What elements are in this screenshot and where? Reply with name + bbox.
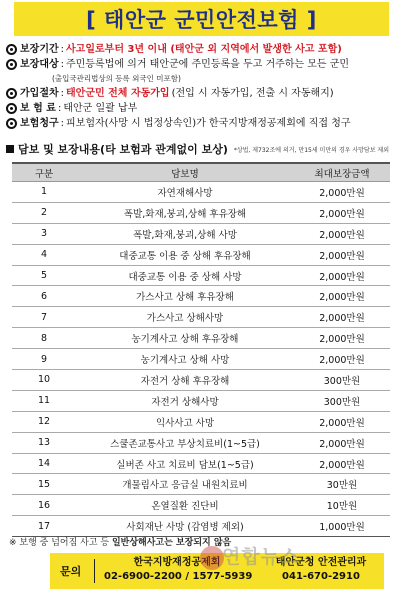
row-number: 4 — [12, 244, 76, 265]
table-row — [12, 349, 390, 370]
info-note: (출입국관리법상의 등록 외국인 미포함) — [52, 74, 181, 83]
info-label: 보장기간 — [20, 44, 59, 55]
table-row — [12, 307, 390, 328]
bullet-icon — [6, 88, 17, 99]
max-amount: 2,000만원 — [294, 411, 390, 432]
watermark: 연합뉴스 — [222, 546, 300, 568]
coverage-table — [12, 162, 390, 537]
max-amount: 2,000만원 — [294, 328, 390, 349]
table-row — [12, 432, 390, 453]
title-banner — [14, 2, 389, 36]
coverage-name: 자전거 상해사망 — [76, 390, 294, 411]
info-value: 태안군 일괄 납부 — [63, 103, 138, 114]
section-header — [6, 141, 400, 157]
info-label: 보 험 료 — [20, 103, 56, 114]
table-row — [12, 411, 390, 432]
row-number: 11 — [12, 390, 76, 411]
coverage-name: 온열질환 진단비 — [76, 495, 294, 516]
footnote-emphasis: 일반상해사고는 보장되지 않음 — [111, 538, 232, 548]
square-bullet-icon — [6, 145, 14, 153]
coverage-name: 자전거 상해 후유장해 — [76, 370, 294, 391]
table-row — [12, 390, 390, 411]
row-number: 5 — [12, 265, 76, 286]
coverage-name: 개물림사고 응급실 내원치료비 — [76, 474, 294, 495]
info-label: 보험청구 — [20, 118, 59, 129]
footnote — [9, 535, 231, 548]
coverage-name: 폭발,화재,붕괴,상해 후유장해 — [76, 202, 294, 223]
max-amount: 2,000만원 — [294, 453, 390, 474]
table-row — [12, 244, 390, 265]
coverage-name: 익사사고 사망 — [76, 411, 294, 432]
max-amount: 10만원 — [294, 495, 390, 516]
table-row — [12, 328, 390, 349]
contact-label: 문의 — [60, 565, 82, 578]
row-number: 3 — [12, 223, 76, 244]
row-number: 10 — [12, 370, 76, 391]
info-section — [6, 43, 398, 132]
max-amount: 2,000만원 — [294, 244, 390, 265]
bullet-icon — [6, 118, 17, 129]
max-amount: 2,000만원 — [294, 202, 390, 223]
coverage-name: 자연재해사망 — [76, 182, 294, 203]
max-amount: 30만원 — [294, 474, 390, 495]
info-row-premium: 보 험 료 : 태안군 일괄 납부 — [6, 102, 398, 117]
max-amount: 300만원 — [294, 370, 390, 391]
info-row-join: 가입절차 : 태안군민 전체 자동가입 (전입 시 자동가입, 전출 시 자동해지) — [6, 87, 398, 102]
page-title: [ 태안군 군민안전보험 ] — [86, 8, 317, 32]
row-number: 8 — [12, 328, 76, 349]
org-name: 한국지방재정공제회 — [133, 557, 221, 568]
max-amount: 2,000만원 — [294, 286, 390, 307]
section-note: *상법, 제732조에 의거, 만15세 미만의 경우 사망담보 제외 — [233, 146, 390, 154]
row-number: 14 — [12, 453, 76, 474]
info-row-claim: 보험청구 : 피보험자(사망 시 법정상속인)가 한국지방재정공제회에 직접 청구 — [6, 117, 398, 132]
info-value: (전입 시 자동가입, 전출 시 자동해지) — [171, 88, 334, 99]
coverage-name: 폭발,화재,붕괴,상해 사망 — [76, 223, 294, 244]
coverage-name: 스쿨존교통사고 부상치료비(1~5급) — [76, 432, 294, 453]
max-amount: 2,000만원 — [294, 432, 390, 453]
coverage-name: 실버존 사고 치료비 담보(1~5급) — [76, 453, 294, 474]
watermark-logo-icon — [200, 546, 224, 570]
info-row-period: 보장기간 : 사고일로부터 3년 이내 (태안군 외 지역에서 발생한 사고 포함) — [6, 43, 398, 58]
bullet-icon — [6, 44, 17, 55]
max-amount: 2,000만원 — [294, 307, 390, 328]
section-title: 담보 및 보장내용(타 보험과 관계없이 보상) — [18, 143, 228, 156]
table-row — [12, 516, 390, 537]
row-number: 17 — [12, 516, 76, 537]
org-name: 태안군청 안전관리과 — [275, 557, 367, 568]
footnote-text: ※ 보행 중 넘어짐 사고 등 — [9, 538, 112, 548]
row-number: 9 — [12, 349, 76, 370]
row-number: 1 — [12, 182, 76, 203]
table-row — [12, 265, 390, 286]
max-amount: 1,000만원 — [294, 516, 390, 537]
row-number: 15 — [12, 474, 76, 495]
table-row — [12, 202, 390, 223]
max-amount: 2,000만원 — [294, 182, 390, 203]
table-row — [12, 370, 390, 391]
info-value-highlight: 태안군민 전체 자동가입 — [66, 88, 170, 99]
table-header-row — [12, 163, 390, 182]
max-amount: 2,000만원 — [294, 349, 390, 370]
info-label: 보장대상 — [20, 59, 59, 70]
coverage-name: 대중교통 이용 중 상해 사망 — [76, 265, 294, 286]
table-row — [12, 474, 390, 495]
column-header: 담보명 — [76, 163, 294, 182]
row-number: 16 — [12, 495, 76, 516]
row-number: 13 — [12, 432, 76, 453]
coverage-name: 농기계사고 상해 후유장해 — [76, 328, 294, 349]
coverage-name: 농기계사고 상해 사망 — [76, 349, 294, 370]
max-amount: 300만원 — [294, 390, 390, 411]
org-phone: 041-670-2910 — [282, 571, 360, 582]
column-header: 구분 — [12, 163, 76, 182]
row-number: 12 — [12, 411, 76, 432]
coverage-name: 사회재난 사망 (감염병 제외) — [76, 516, 294, 537]
bullet-icon — [6, 103, 17, 114]
max-amount: 2,000만원 — [294, 265, 390, 286]
divider — [94, 559, 95, 583]
coverage-name: 대중교통 이용 중 상해 후유장해 — [76, 244, 294, 265]
table-row — [12, 223, 390, 244]
info-row-target: 보장대상 : 주민등록법에 의거 태안군에 주민등록을 두고 거주하는 모든 군민 — [6, 58, 398, 73]
info-value: 주민등록법에 의거 태안군에 주민등록을 두고 거주하는 모든 군민 — [66, 59, 350, 70]
info-value: 사고일로부터 3년 이내 (태안군 외 지역에서 발생한 사고 포함) — [66, 44, 342, 55]
coverage-name: 가스사고 상해 후유장해 — [76, 286, 294, 307]
table-row — [12, 182, 390, 203]
row-number: 6 — [12, 286, 76, 307]
org-phone: 02-6900-2200 / 1577-5939 — [104, 571, 253, 582]
info-value: 피보험자(사망 시 법정상속인)가 한국지방재정공제회에 직접 청구 — [66, 118, 351, 129]
column-header: 최대보장금액 — [294, 163, 390, 182]
table-row — [12, 453, 390, 474]
table-row — [12, 495, 390, 516]
info-label: 가입절차 — [20, 88, 59, 99]
max-amount: 2,000만원 — [294, 223, 390, 244]
row-number: 2 — [12, 202, 76, 223]
row-number: 7 — [12, 307, 76, 328]
table-row — [12, 286, 390, 307]
table-body — [12, 182, 390, 537]
coverage-name: 가스사고 상해사망 — [76, 307, 294, 328]
bullet-icon — [6, 59, 17, 70]
